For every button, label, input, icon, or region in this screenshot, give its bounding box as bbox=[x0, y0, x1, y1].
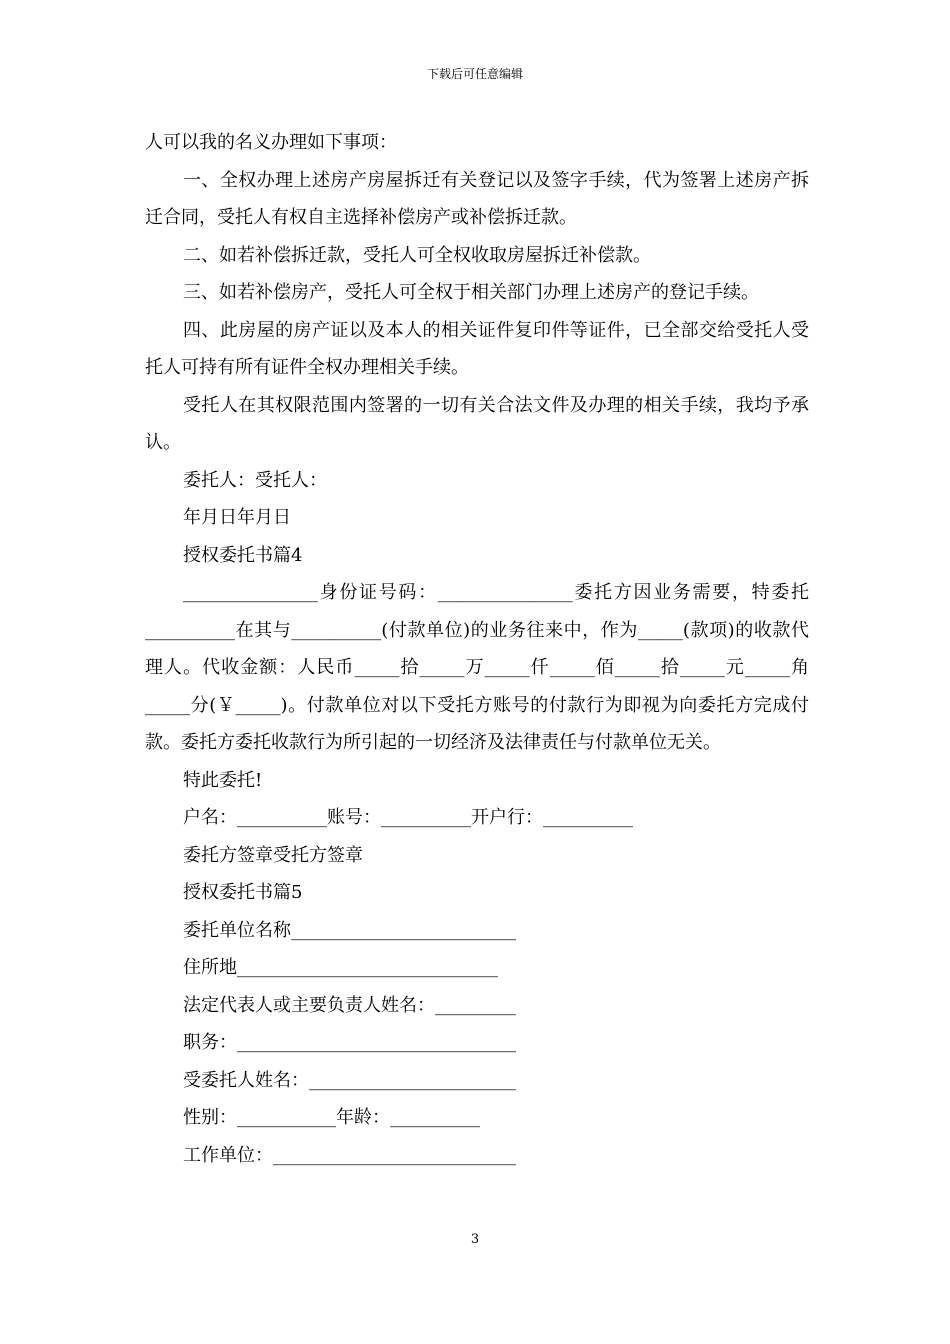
field-trustee-name: 受委托人姓名：_______________________ bbox=[183, 1069, 516, 1091]
paragraph-hereby: 特此委托! bbox=[183, 769, 263, 791]
paragraph-acknowledgement: 受托人在其权限范围内签署的一切有关合法文件及办理的相关手续，我均予承认。 bbox=[145, 394, 809, 453]
seal-line: 委托方签章受托方签章 bbox=[183, 844, 363, 866]
field-legal-representative: 法定代表人或主要负责人姓名：_________ bbox=[183, 994, 516, 1016]
page-header: 下载后可任意编辑 bbox=[426, 67, 523, 81]
document-body bbox=[145, 124, 809, 1174]
section-title-4: 授权委托书篇4 bbox=[183, 544, 303, 566]
paragraph-collection-agency: _______________身份证号码：_______________委托方因业务需要，特委托__________在其与__________(付款单位)的业务往来中，作为_____(款项)的收款代理人。代收金额：人民币_____拾_____万_____仟_____佰_____拾_____元_____角_____分(￥_____)。付款单位对以下受托方账号的付款行为即视为向委托方完成付款。委托方委托收款行为所引起的一切经济及法律责任与付款单位无关。 bbox=[145, 582, 809, 753]
field-address: 住所地_____________________________ bbox=[183, 957, 498, 978]
paragraph-intro: 人可以我的名义办理如下事项： bbox=[145, 132, 397, 153]
signature-line: 委托人：受托人： bbox=[183, 469, 327, 491]
date-line: 年月日年月日 bbox=[183, 507, 291, 528]
field-entrusting-unit: 委托单位名称_________________________ bbox=[183, 919, 516, 941]
field-gender-age: 性别：___________年龄：__________ bbox=[183, 1107, 480, 1128]
paragraph-item-3: 三、如若补偿房产，受托人可全权于相关部门办理上述房产的登记手续。 bbox=[183, 282, 759, 303]
paragraph-item-1: 一、全权办理上述房产房屋拆迁有关登记以及签字手续，代为签署上述房产拆迁合同，受托人有权自主选择补偿房产或补偿拆迁款。 bbox=[145, 169, 809, 228]
section-title-5: 授权委托书篇5 bbox=[183, 882, 303, 903]
page-number: 3 bbox=[470, 1232, 480, 1247]
paragraph-item-4: 四、此房屋的房产证以及本人的相关证件复印件等证件，已全部交给受托人受托人可持有所有证件全权办理相关手续。 bbox=[145, 319, 809, 378]
field-work-unit: 工作单位：___________________________ bbox=[183, 1144, 516, 1166]
paragraph-item-2: 二、如若补偿拆迁款，受托人可全权收取房屋拆迁补偿款。 bbox=[183, 244, 651, 266]
field-position: 职务：_______________________________ bbox=[183, 1032, 516, 1053]
account-info-line: 户名：__________账号：__________开户行：__________ bbox=[183, 807, 633, 828]
